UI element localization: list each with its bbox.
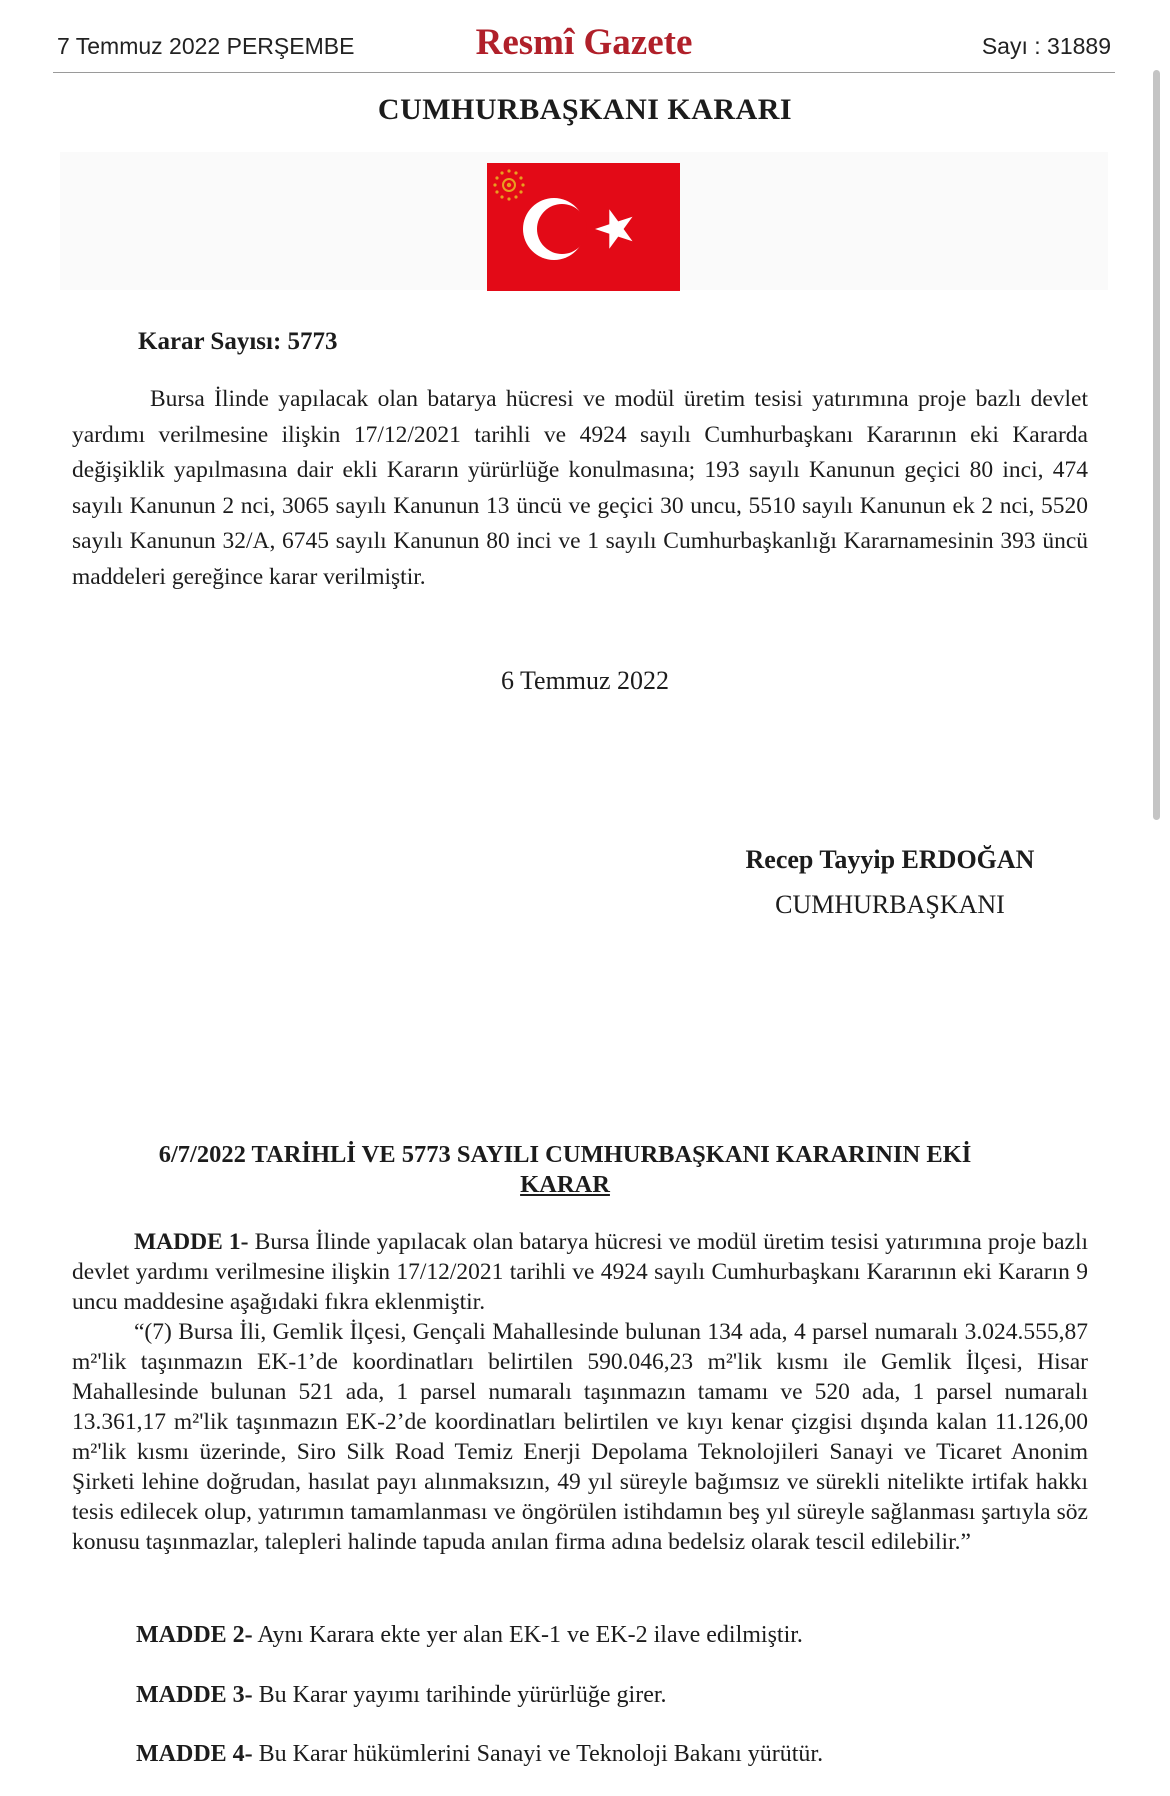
annex-title <box>0 1140 1130 1200</box>
gazette-header <box>53 24 1115 73</box>
issue-number: Sayı : 31889 <box>981 33 1111 59</box>
article-2-text: Aynı Karara ekte yer alan EK-1 ve EK-2 ilave edilmiştir. <box>252 1622 803 1648</box>
presidential-flag-icon <box>487 163 680 291</box>
decision-number: Karar Sayısı: 5773 <box>138 328 338 355</box>
article-1-text: Bursa İlinde yapılacak olan batarya hücresi ve modül üretim tesisi yatırımına proje bazlı devlet yardımı verilmesine ilişkin 17/12/2021 tarihli ve 4924 sayılı Cumhurbaşkanı Kararının eki Kararın 9 uncu maddesine aşağıdaki fıkra eklenmiştir. <box>72 1229 1089 1315</box>
document-heading: CUMHURBAŞKANI KARARI <box>377 93 793 126</box>
annex-title-line1: 6/7/2022 TARİHLİ VE 5773 SAYILI CUMHURBAŞKANI KARARININ EKİ <box>158 1141 972 1168</box>
decision-paragraph: Bursa İlinde yapılacak olan batarya hücresi ve modül üretim tesisi yatırımına proje bazlı devlet yardımı verilmesine ilişkin 17/12/2021 tarihli ve 4924 sayılı Cumhurbaşkanı Kararının eki Kararda değişiklik yapılmasına dair ekli Kararın yürürlüğe konulmasına; 193 sayılı Kanunun geçici 80 inci, 474 sayılı Kanunun 2 nci, 3065 sayılı Kanunun 13 üncü ve geçici 30 uncu, 5510 sayılı Kanunun ek 2 nci, 5520 sayılı Kanunun 32/A, 6745 sayılı Kanunun 80 inci ve 1 sayılı Cumhurbaşkanlığı Kararnamesinin 393 üncü maddeleri gereğince karar verilmiştir. <box>72 386 1088 590</box>
gazette-title: Resmî Gazete <box>475 22 693 63</box>
article-2 <box>136 1622 803 1649</box>
scrollbar-thumb[interactable] <box>1153 70 1160 820</box>
decision-date: 6 Temmuz 2022 <box>500 666 670 695</box>
article-1 <box>72 1227 1088 1317</box>
article-2-label: MADDE 2- <box>136 1622 253 1648</box>
article-4 <box>136 1741 823 1768</box>
signatory-title: CUMHURBAŞKANI <box>775 890 1005 919</box>
article-1-quote: “(7) Bursa İli, Gemlik İlçesi, Gençali Mahallesinde bulunan 134 ada, 4 parsel numaralı 3.024.555,87 m²'lik taşınmazın EK-1’de koordinatları belirtilen 590.046,23 m²'lik kısmı ile Gemlik İlçesi, Hisar Mahallesinde bulunan 521 ada, 1 parsel numaralı taşınmazın tamamı ve 520 ada, 1 parsel numaralı 13.361,17 m²'lik taşınmazın EK-2’de koordinatları belirtilen ve kıyı kenar çizgisi dışında kalan 11.126,00 m²'lik kısmı üzerinde, Siro Silk Road Temiz Enerji Depolama Teknolojileri Sanayi ve Ticaret Anonim Şirketi lehine doğrudan, hasılat payı alınmaksızın, 49 yıl süreyle bağımsız ve sürekli nitelikte irtifak hakkı tesis edilecek olup, yatırımın tamamlanması ve öngörülen istihdamın beş yıl süreyle sağlanması şartıyla söz konusu taşınmazlar, talepleri halinde tapuda anılan firma adına bedelsiz olarak tescil edilebilir.” <box>72 1319 1088 1555</box>
article-4-label: MADDE 4- <box>136 1741 253 1767</box>
article-3 <box>136 1682 667 1709</box>
article-1-label: MADDE 1- <box>134 1229 249 1255</box>
article-4-text: Bu Karar hükümlerini Sanayi ve Teknoloji Bakanı yürütür. <box>252 1741 824 1767</box>
issue-date: 7 Temmuz 2022 PERŞEMBE <box>57 33 355 59</box>
article-3-text: Bu Karar yayımı tarihinde yürürlüğe girer. <box>252 1682 667 1708</box>
article-3-label: MADDE 3- <box>136 1682 253 1708</box>
annex-title-line2: KARAR <box>520 1171 610 1198</box>
signatory-name: Recep Tayyip ERDOĞAN <box>745 845 1035 874</box>
